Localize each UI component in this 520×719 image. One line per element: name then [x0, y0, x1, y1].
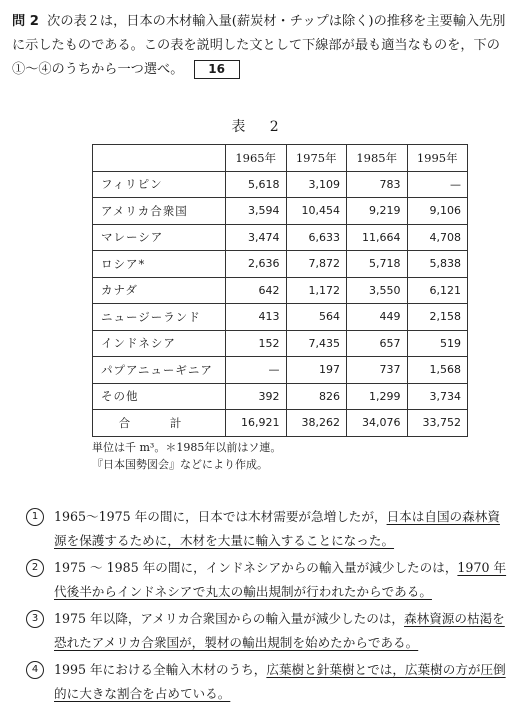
table-row — [93, 171, 468, 198]
table-row — [93, 251, 468, 278]
choice-1[interactable] — [26, 505, 508, 553]
choice-2[interactable] — [26, 556, 508, 604]
choice-underlined-text: 日本は自国の森林資源を保護するために，木材を大量に輸入することになった。 — [54, 509, 500, 548]
cell-value: 1,172 — [286, 277, 347, 304]
row-label: ニュージーランド — [93, 304, 226, 331]
row-label: フィリピン — [93, 171, 226, 198]
choice-3[interactable] — [26, 607, 508, 655]
row-label: インドネシア — [93, 330, 226, 357]
cell-value: 449 — [347, 304, 408, 331]
cell-value: 9,106 — [407, 198, 468, 225]
row-label: カナダ — [93, 277, 226, 304]
total-value: 16,921 — [226, 410, 287, 437]
timber-import-table — [92, 144, 468, 437]
cell-value: 4,708 — [407, 224, 468, 251]
table-title: 表 2 — [231, 119, 289, 135]
answer-box: 16 — [194, 60, 240, 79]
cell-value: 2,636 — [226, 251, 287, 278]
cell-value: 413 — [226, 304, 287, 331]
total-value: 34,076 — [347, 410, 408, 437]
table-row — [93, 330, 468, 357]
table-row — [93, 304, 468, 331]
table-row — [93, 224, 468, 251]
cell-value: 7,872 — [286, 251, 347, 278]
cell-value: 1,568 — [407, 357, 468, 384]
question-header — [12, 10, 508, 82]
cell-value: 642 — [226, 277, 287, 304]
header-1965: 1965年 — [226, 145, 287, 172]
cell-value: 5,838 — [407, 251, 468, 278]
table-notes — [92, 439, 281, 473]
choice-text: 1975 年以降，アメリカ合衆国からの輸入量が減少したのは， — [54, 611, 405, 626]
cell-value: 3,550 — [347, 277, 408, 304]
total-label: 合 計 — [93, 410, 226, 437]
cell-value: 6,633 — [286, 224, 347, 251]
choice-text: 1995 年における全輸入木材のうち， — [54, 662, 267, 677]
choice-underlined-text: 森林資源の枯渇を恐れたアメリカ合衆国が，製材の輸出規制を始めたからである。 — [54, 611, 505, 650]
cell-value: 783 — [347, 171, 408, 198]
answer-choices — [26, 505, 508, 709]
table-total-row — [93, 410, 468, 437]
cell-value: 519 — [407, 330, 468, 357]
cell-value: 11,664 — [347, 224, 408, 251]
cell-value: 7,435 — [286, 330, 347, 357]
total-value: 33,752 — [407, 410, 468, 437]
cell-value: 9,219 — [347, 198, 408, 225]
choice-underlined-text: 広葉樹と針葉樹とでは，広葉樹の方が圧倒的に大きな割合を占めている。 — [54, 662, 506, 701]
choice-text: 1965〜1975 年の間に，日本では木材需要が急増したが， — [54, 509, 387, 524]
cell-value: 5,718 — [347, 251, 408, 278]
cell-value: 826 — [286, 383, 347, 410]
header-1985: 1985年 — [347, 145, 408, 172]
cell-value: 3,109 — [286, 171, 347, 198]
cell-value: 152 — [226, 330, 287, 357]
cell-value: 657 — [347, 330, 408, 357]
choice-number-1: 1 — [26, 508, 44, 526]
cell-value: 197 — [286, 357, 347, 384]
table-row — [93, 277, 468, 304]
header-1995: 1995年 — [407, 145, 468, 172]
choice-underlined-text: 1970 年代後半からインドネシアで丸太の輸出規制が行われたからである。 — [54, 560, 507, 599]
header-corner — [93, 145, 226, 172]
source-note: 『日本国勢図会』などにより作成。 — [92, 458, 268, 471]
cell-value: 3,734 — [407, 383, 468, 410]
total-value: 38,262 — [286, 410, 347, 437]
cell-value: 2,158 — [407, 304, 468, 331]
choice-4[interactable] — [26, 658, 508, 706]
table-row — [93, 198, 468, 225]
cell-value: 6,121 — [407, 277, 468, 304]
cell-value: 10,454 — [286, 198, 347, 225]
cell-value: 3,594 — [226, 198, 287, 225]
cell-value: 1,299 — [347, 383, 408, 410]
question-text: 次の表２は，日本の木材輸入量(薪炭材・チップは除く)の推移を主要輸入先別に示したものである。この表を説明した文として下線部が最も適当なものを，下の①〜④のうちから一つ選べ。 — [12, 14, 506, 77]
table-header-row — [93, 145, 468, 172]
cell-value: — — [407, 171, 468, 198]
choice-text: 1975 〜 1985 年の間に，インドネシアからの輸入量が減少したのは， — [54, 560, 458, 575]
row-label: アメリカ合衆国 — [93, 198, 226, 225]
cell-value: — — [226, 357, 287, 384]
choice-number-4: 4 — [26, 661, 44, 679]
cell-value: 737 — [347, 357, 408, 384]
unit-note: 単位は千 m³。＊1985年以前はソ連。 — [92, 441, 282, 454]
table-row — [93, 357, 468, 384]
row-label: マレーシア — [93, 224, 226, 251]
row-label: パプアニューギニア — [93, 357, 226, 384]
choice-number-3: 3 — [26, 610, 44, 628]
choice-number-2: 2 — [26, 559, 44, 577]
table-row — [93, 383, 468, 410]
row-label: ロシア* — [93, 251, 226, 278]
row-label: その他 — [93, 383, 226, 410]
cell-value: 3,474 — [226, 224, 287, 251]
cell-value: 5,618 — [226, 171, 287, 198]
cell-value: 392 — [226, 383, 287, 410]
cell-value: 564 — [286, 304, 347, 331]
question-number: 問 2 — [12, 14, 39, 29]
header-1975: 1975年 — [286, 145, 347, 172]
